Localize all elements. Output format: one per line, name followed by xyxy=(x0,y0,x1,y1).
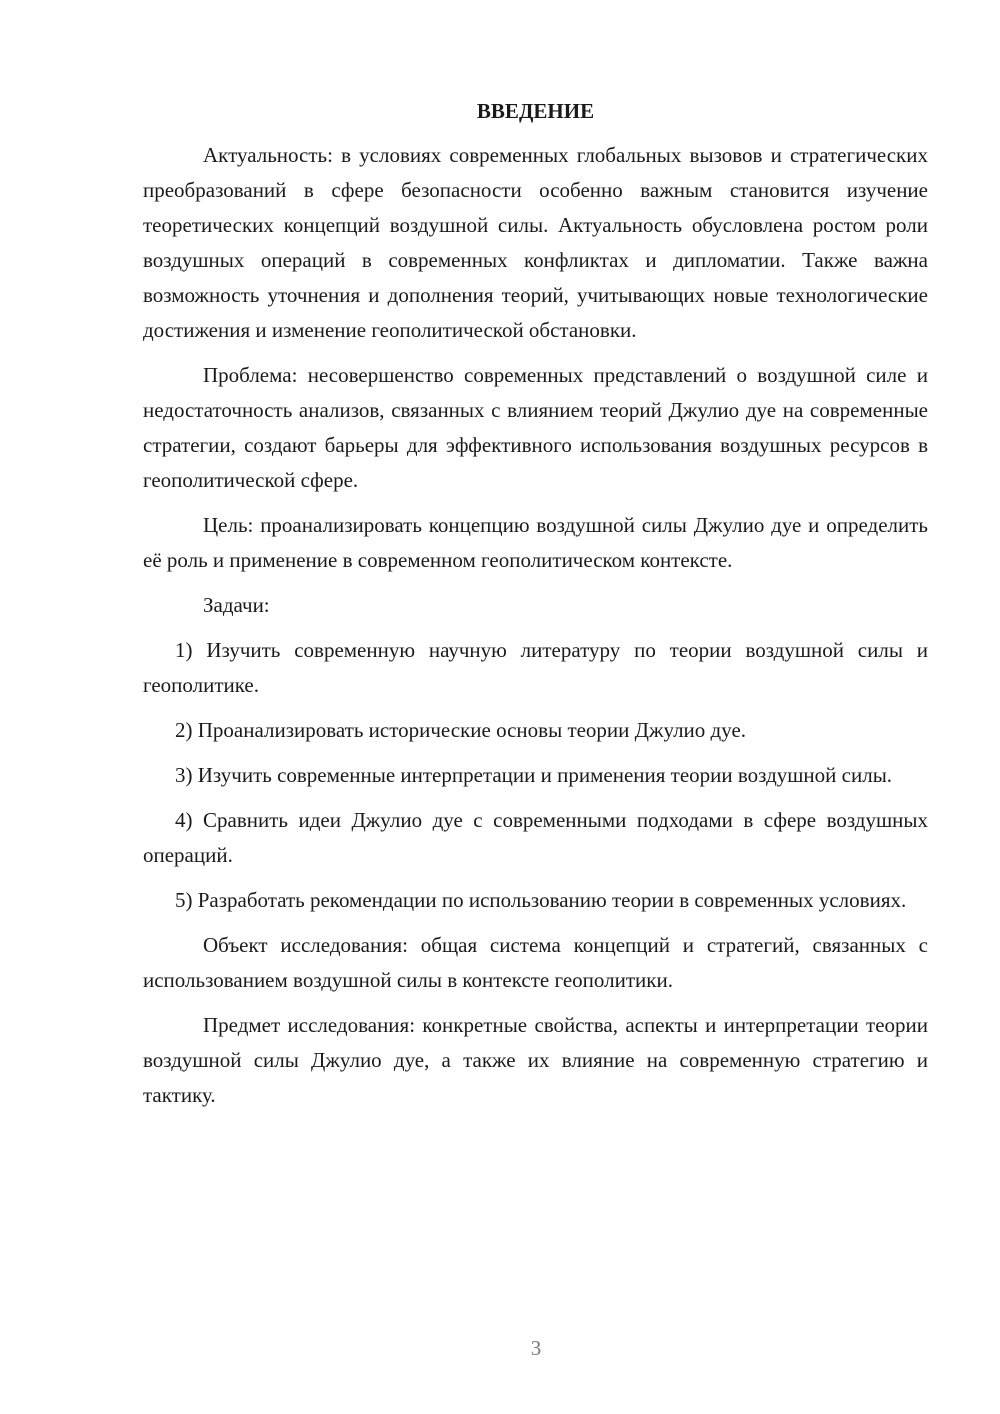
paragraph-relevance: Актуальность: в условиях современных глобальных вызовов и стратегических преобразований в сфере безопасности особенно важным становится изучение теоретических концепций воздушной силы. Актуальность обусловлена ростом роли воздушных операций в современных конфликтах и дипломатии. Также важна возможность уточнения и дополнения теорий, учитывающих новые технологические достижения и изменение геополитической обстановки. xyxy=(143,143,928,342)
task-item: 4) Сравнить идеи Джулио дуе с современными подходами в сфере воздушных операций. xyxy=(143,808,928,867)
paragraph-object: Объект исследования: общая система концепций и стратегий, связанных с использованием воздушной силы в контексте геополитики. xyxy=(143,933,928,992)
page-number: 3 xyxy=(530,1336,542,1360)
task-item: 3) Изучить современные интерпретации и применения теории воздушной силы. xyxy=(175,763,893,787)
paragraph-problem: Проблема: несовершенство современных представлений о воздушной силе и недостаточность анализов, связанных с влиянием теорий Джулио дуе на современные стратегии, создают барьеры для эффективного использования воздушных ресурсов в геополитической сфере. xyxy=(143,363,928,492)
tasks-heading: Задачи: xyxy=(203,593,270,617)
paragraph-subject: Предмет исследования: конкретные свойства, аспекты и интерпретации теории воздушной силы Джулио дуе, а также их влияние на современную стратегию и тактику. xyxy=(143,1013,928,1107)
task-item: 1) Изучить современную научную литературу по теории воздушной силы и геополитике. xyxy=(143,638,928,697)
task-item: 2) Проанализировать исторические основы теории Джулио дуе. xyxy=(175,718,747,742)
task-item: 5) Разработать рекомендации по использованию теории в современных условиях. xyxy=(175,888,907,912)
paragraph-goal: Цель: проанализировать концепцию воздушной силы Джулио дуе и определить её роль и применение в современном геополитическом контексте. xyxy=(143,513,928,572)
section-title: ВВЕДЕНИЕ xyxy=(476,99,595,123)
page-content xyxy=(143,97,928,1123)
